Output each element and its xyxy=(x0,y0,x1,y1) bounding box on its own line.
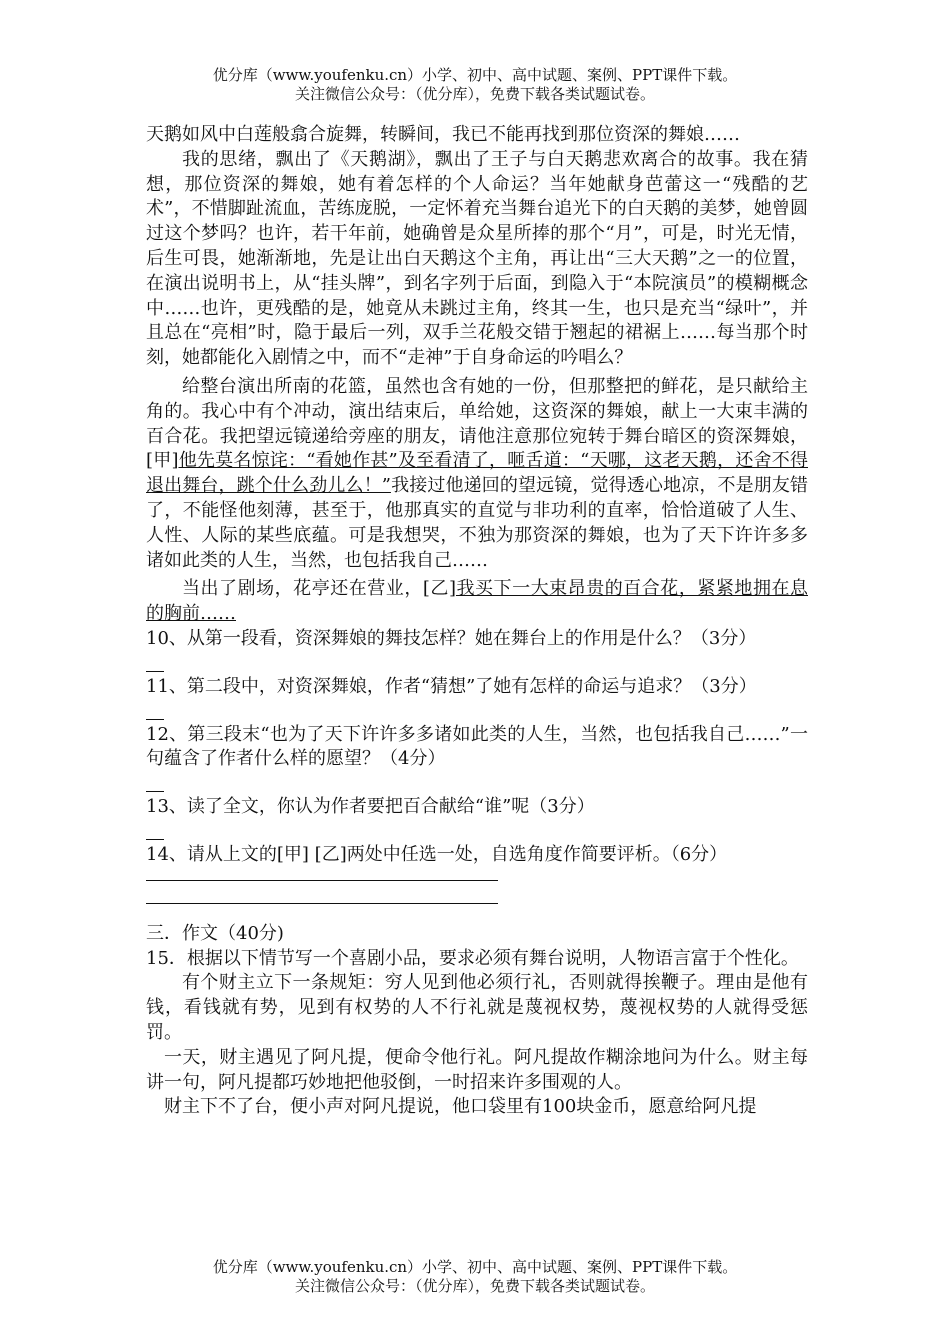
story-paragraph-2: 一天，财主遇见了阿凡提，便命令他行礼。阿凡提故作糊涂地问为什么。财主每讲一句，阿凡提都巧妙地把他驳倒，一时招来许多围观的人。 xyxy=(146,1046,808,1093)
answer-blank-12[interactable] xyxy=(146,772,164,792)
answer-blank-10[interactable] xyxy=(146,652,164,672)
answer-line-14a[interactable] xyxy=(146,868,498,881)
story-paragraph-1: 有个财主立下一条规矩：穷人见到他必须行礼，否则就得挨鞭子。理由是他有钱，看钱就有势，见到有权势的人不行礼就是蔑视权势，蔑视权势的人就得受惩罚。 xyxy=(146,972,808,1043)
answer-blank-13[interactable] xyxy=(146,820,164,840)
question-13: 13、读了全文，你认为作者要把百合献给“谁”呢（3分） xyxy=(146,796,595,818)
paragraph-3-text-before: 当出了剧场，花亭还在营业，[乙] xyxy=(182,578,456,600)
header-line-2: 关注微信公众号：（优分库），免费下载各类试题试卷。 xyxy=(294,85,655,103)
document-body xyxy=(146,123,808,1120)
passage-paragraph-2 xyxy=(146,375,808,573)
passage-paragraph-3 xyxy=(146,577,808,627)
paragraph-2-text-before: 给整台演出所南的花篮，虽然也含有她的一份，但那整把的鲜花，是只献给主角的。我心中有个冲动，演出结束后，单给她，这资深的舞娘，献上一大束丰满的百合花。我把望远镜递给旁座的朋友，请他注意那位宛转于舞台暗区的资深舞娘，[甲] xyxy=(146,375,808,472)
header-line-1: 优分库（www.youfenku.cn）小学、初中、高中试题、案例、PPT课件下载。 xyxy=(212,66,738,84)
page-header xyxy=(0,66,950,104)
passage-paragraph-1: 我的思绪，飘出了《天鹅湖》，飘出了王子与白天鹅悲欢离合的故事。我在猜想，那位资深的舞娘，她有着怎样的个人命运？当年她献身芭蕾这一“残酷的艺术”，不惜脚趾流血，苦练庞脱，一定怀着充当舞台追光下的白天鹅的美梦，她曾圆过这个梦吗？也许，若干年前，她确曾是众星所捧的那个“月”，可是，时光无情，后生可畏，她渐渐地，先是让出白天鹅这个主角，再让出“三大天鹅”之一的位置，在演出说明书上，从“挂头牌”，到名字列于后面，到隐入于“本院演员”的模糊概念中……也许，更残酷的是，她竟从未跳过主角，终其一生，也只是充当“绿叶”，并且总在“亮相”时，隐于最后一列，双手兰花般交错于翘起的裙裾上……每当那个时刻，她都能化入剧情之中，而不“走神”于自身命运的吟唱么？ xyxy=(146,148,808,369)
footer-line-2: 关注微信公众号：（优分库），免费下载各类试题试卷。 xyxy=(294,1277,655,1295)
marked-sentence-yi: 我买下一大束昂贵的百合花，紧紧地拥在息的胸前…… xyxy=(146,578,808,625)
passage-paragraph-0: 天鹅如风中白莲般翕合旋舞，转瞬间，我已不能再找到那位资深的舞娘…… xyxy=(146,124,740,145)
marked-sentence-jia: 他先莫名惊诧：“看她作甚”及至看清了，咂舌道：“天哪，这老天鹅，还舍不得退出舞台，跳个什么劲儿么！” xyxy=(146,450,808,497)
question-15: 15．根据以下情节写一个喜剧小品，要求必须有舞台说明，人物语言富于个性化。 xyxy=(146,947,799,969)
paragraph-2-text-after: 我接过他递回的望远镜，觉得透心地凉，不是朋友错了，不能怪他刻薄，甚至于，他那真实的直觉与非功利的直率，恰恰道破了人生、人性、人际的某些底蕴。可是我想哭，不独为那资深的舞娘，也为了天下许许多多诸如此类的人生，当然，也包括我自己…… xyxy=(146,475,808,571)
footer-line-1: 优分库（www.youfenku.cn）小学、初中、高中试题、案例、PPT课件下载。 xyxy=(212,1258,738,1276)
answer-blank-11[interactable] xyxy=(146,700,164,720)
question-10: 10、从第一段看，资深舞娘的舞技怎样？她在舞台上的作用是什么？（3分） xyxy=(146,627,757,649)
composition-heading: 三．作文（40分) xyxy=(146,922,284,944)
question-12: 12、第三段末“也为了天下许许多多诸如此类的人生，当然，也包括我自己……”一句蕴含了作者什么样的愿望？（4分） xyxy=(146,723,808,770)
question-11: 11、第二段中，对资深舞娘，作者“猜想”了她有怎样的命运与追求？（3分） xyxy=(146,675,757,697)
answer-line-14b[interactable] xyxy=(146,891,498,904)
story-paragraph-3: 财主下不了台，便小声对阿凡提说，他口袋里有100块金币，愿意给阿凡提 xyxy=(164,1096,757,1118)
page-footer xyxy=(0,1258,950,1296)
question-14: 14、请从上文的[甲] [乙]两处中任选一处，自选角度作简要评析。（6分） xyxy=(146,843,728,865)
